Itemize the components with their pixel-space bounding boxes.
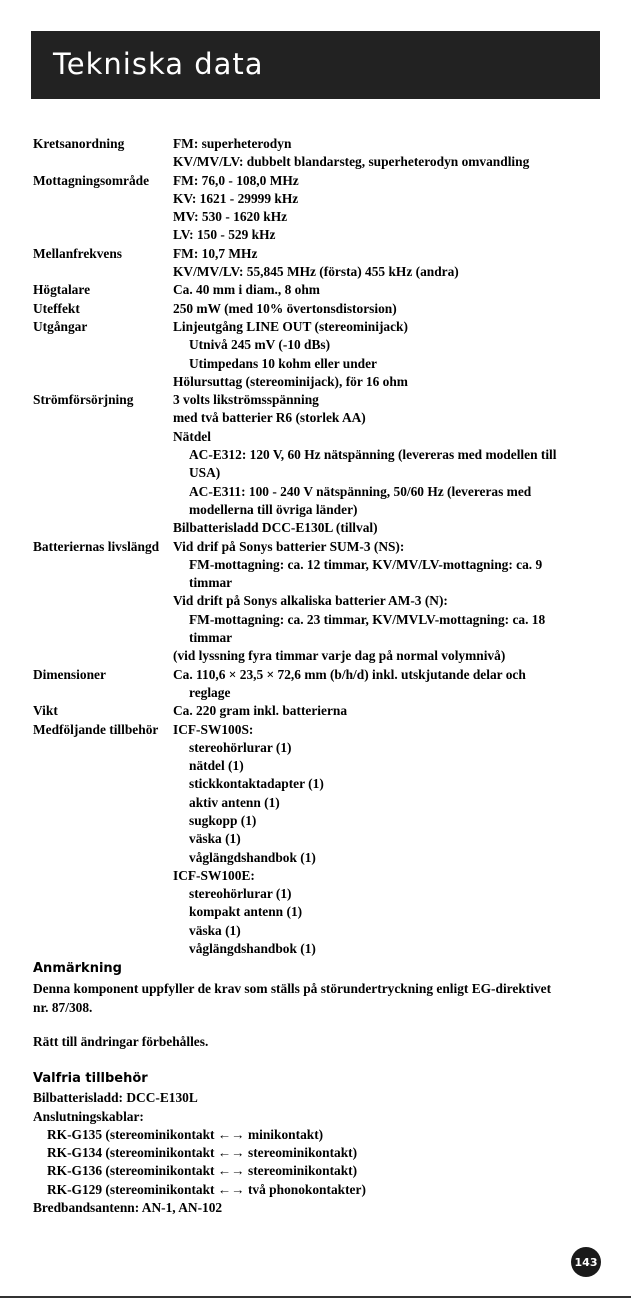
spec-value: MV: 530 - 1620 kHz xyxy=(173,209,288,225)
spec-row xyxy=(33,446,598,464)
spec-value: Bilbatterisladd DCC-E130L (tillval) xyxy=(173,520,378,536)
spec-label xyxy=(33,739,173,757)
spec-row xyxy=(33,391,598,409)
spec-label xyxy=(33,464,173,482)
spec-label: Uteffekt xyxy=(33,300,80,316)
spec-label: Vikt xyxy=(33,703,58,719)
spec-row xyxy=(33,574,598,592)
spec-value: FM: superheterodyn xyxy=(173,136,292,151)
spec-value: (vid lyssning fyra timmar varje dag på normal volymnivå) xyxy=(173,648,506,664)
spec-row xyxy=(33,409,598,427)
spec-label xyxy=(33,867,173,885)
spec-label xyxy=(33,446,173,464)
spec-row xyxy=(33,501,598,519)
spec-label xyxy=(33,190,173,208)
spec-value: LV: 150 - 529 kHz xyxy=(173,227,276,243)
spec-row xyxy=(33,336,598,354)
spec-label xyxy=(33,208,173,226)
spec-label xyxy=(33,940,173,958)
spec-row xyxy=(33,318,598,336)
spec-value: FM: 76,0 - 108,0 MHz xyxy=(173,172,299,188)
spec-label xyxy=(33,153,173,171)
spec-row xyxy=(33,153,598,171)
spec-label: Högtalare xyxy=(33,282,91,298)
spec-value: Vid drif på Sonys batterier SUM-3 (NS): xyxy=(173,538,405,554)
spec-label: Strömförsörjning xyxy=(33,392,134,408)
spec-label xyxy=(33,922,173,940)
spec-row xyxy=(33,519,598,537)
spec-value: timmar xyxy=(189,630,233,646)
spec-value: våglängdshandbok (1) xyxy=(189,849,316,865)
spec-value: reglage xyxy=(189,684,231,700)
spec-row xyxy=(33,666,598,684)
spec-row xyxy=(33,940,598,958)
spec-label xyxy=(33,226,173,244)
spec-label xyxy=(33,794,173,812)
spec-label: Mellanfrekvens xyxy=(33,245,123,261)
spec-label xyxy=(33,611,173,629)
spec-label xyxy=(33,428,173,446)
reservation: Rätt till ändringar förbehålles. xyxy=(33,1034,209,1049)
spec-row xyxy=(33,538,598,556)
spec-value: kompakt antenn (1) xyxy=(189,904,303,920)
spec-value: KV/MV/LV: 55,845 MHz (första) 455 kHz (andra) xyxy=(173,264,459,280)
spec-value: Utimpedans 10 kohm eller under xyxy=(189,355,377,371)
spec-label xyxy=(33,647,173,665)
accessory-line: RK-G136 (stereominikontakt ←→ stereominikontakt) xyxy=(47,1163,358,1179)
accessory-line: Bredbandsantenn: AN-1, AN-102 xyxy=(33,1200,223,1216)
note-line: nr. 87/308. xyxy=(33,999,93,1015)
spec-value: AC-E311: 100 - 240 V nätspänning, 50/60 Hz (levereras med xyxy=(189,483,532,499)
spec-row xyxy=(33,629,598,647)
spec-value: sugkopp (1) xyxy=(189,812,257,828)
note-line: Denna komponent uppfyller de krav som ställs på störundertryckning enligt EG-direktivet xyxy=(33,981,552,997)
spec-row xyxy=(33,611,598,629)
page-number: 143 xyxy=(571,1247,601,1277)
spec-label xyxy=(33,373,173,391)
spec-label xyxy=(33,409,173,427)
spec-label xyxy=(33,885,173,903)
spec-row xyxy=(33,867,598,885)
note-section xyxy=(33,960,598,1017)
spec-row xyxy=(33,226,598,244)
spec-row xyxy=(33,647,598,665)
spec-row xyxy=(33,885,598,903)
spec-row xyxy=(33,245,598,263)
spec-value: KV: 1621 - 29999 kHz xyxy=(173,190,299,206)
spec-row xyxy=(33,373,598,391)
spec-label xyxy=(33,629,173,647)
accessories-title: Valfria tillbehör xyxy=(33,1071,148,1086)
spec-label xyxy=(33,849,173,867)
accessory-line: RK-G135 (stereominikontakt ←→ minikontakt) xyxy=(47,1126,324,1142)
spec-row xyxy=(33,739,598,757)
spec-label xyxy=(33,355,173,373)
spec-label xyxy=(33,757,173,775)
spec-value: USA) xyxy=(189,465,221,481)
spec-row xyxy=(33,794,598,812)
spec-value: Linjeutgång LINE OUT (stereominijack) xyxy=(173,318,408,334)
spec-value: Ca. 110,6 × 23,5 × 72,6 mm (b/h/d) inkl. utskjutande delar och xyxy=(173,666,526,682)
note-title: Anmärkning xyxy=(33,961,122,976)
spec-row xyxy=(33,922,598,940)
spec-label xyxy=(33,336,173,354)
spec-value: FM-mottagning: ca. 23 timmar, KV/MVLV-mottagning: ca. 18 xyxy=(189,611,546,627)
spec-value: Nätdel xyxy=(173,428,211,444)
spec-value: aktiv antenn (1) xyxy=(189,794,280,810)
spec-row xyxy=(33,849,598,867)
page-title: Tekniska data xyxy=(53,47,264,81)
divider xyxy=(0,1296,631,1298)
spec-value: stereohörlurar (1) xyxy=(189,886,292,902)
spec-value: KV/MV/LV: dubbelt blandarsteg, superheterodyn omvandling xyxy=(173,154,530,170)
spec-value: Vid drift på Sonys alkaliska batterier AM-3 (N): xyxy=(173,593,448,609)
spec-label xyxy=(33,830,173,848)
spec-label xyxy=(33,812,173,830)
spec-value: FM-mottagning: ca. 12 timmar, KV/MV/LV-mottagning: ca. 9 xyxy=(189,556,543,572)
spec-label xyxy=(33,775,173,793)
spec-row xyxy=(33,903,598,921)
spec-row xyxy=(33,830,598,848)
spec-value: FM: 10,7 MHz xyxy=(173,245,258,261)
spec-row xyxy=(33,300,598,318)
spec-value: våglängdshandbok (1) xyxy=(189,941,316,957)
spec-label: Dimensioner xyxy=(33,666,106,682)
spec-label: Kretsanordning xyxy=(33,136,125,151)
spec-label xyxy=(33,556,173,574)
spec-label xyxy=(33,903,173,921)
spec-value: Ca. 220 gram inkl. batterierna xyxy=(173,703,348,719)
spec-row xyxy=(33,464,598,482)
spec-row xyxy=(33,355,598,373)
header-bar xyxy=(31,31,600,99)
spec-row xyxy=(33,684,598,702)
spec-value: 3 volts likströmsspänning xyxy=(173,392,319,408)
spec-label xyxy=(33,483,173,501)
spec-row xyxy=(33,135,598,153)
accessory-line: Bilbatterisladd: DCC-E130L xyxy=(33,1090,198,1106)
accessory-line: RK-G129 (stereominikontakt ←→ två phonokontakter) xyxy=(47,1181,366,1197)
spec-label xyxy=(33,263,173,281)
spec-row xyxy=(33,592,598,610)
spec-row xyxy=(33,721,598,739)
spec-row xyxy=(33,190,598,208)
spec-value: med två batterier R6 (storlek AA) xyxy=(173,410,366,426)
spec-value: väska (1) xyxy=(189,922,241,938)
spec-row xyxy=(33,757,598,775)
spec-row xyxy=(33,172,598,190)
spec-value: Ca. 40 mm i diam., 8 ohm xyxy=(173,282,320,298)
spec-row xyxy=(33,483,598,501)
spec-row xyxy=(33,263,598,281)
spec-label xyxy=(33,684,173,702)
spec-value: ICF-SW100S: xyxy=(173,721,254,737)
spec-value: stickkontaktadapter (1) xyxy=(189,776,324,792)
spec-value: Hölursuttag (stereominijack), för 16 ohm xyxy=(173,373,408,389)
spec-value: timmar xyxy=(189,575,233,591)
spec-row xyxy=(33,812,598,830)
spec-label: Batteriernas livslängd xyxy=(33,538,160,554)
accessory-line: Anslutningskablar: xyxy=(33,1108,144,1124)
spec-label xyxy=(33,519,173,537)
spec-label xyxy=(33,501,173,519)
spec-row xyxy=(33,702,598,720)
spec-label: Mottagningsområde xyxy=(33,172,150,188)
spec-table xyxy=(33,135,598,958)
spec-value: AC-E312: 120 V, 60 Hz nätspänning (levereras med modellen till xyxy=(189,447,557,463)
spec-value: Utnivå 245 mV (-10 dBs) xyxy=(189,337,331,353)
accessories-section xyxy=(33,1070,598,1217)
spec-row xyxy=(33,281,598,299)
spec-value: nätdel (1) xyxy=(189,758,244,774)
spec-value: modellerna till övriga länder) xyxy=(189,501,358,517)
spec-row xyxy=(33,208,598,226)
spec-value: ICF-SW100E: xyxy=(173,867,255,883)
spec-value: 250 mW (med 10% övertonsdistorsion) xyxy=(173,300,397,316)
accessory-line: RK-G134 (stereominikontakt ←→ stereominikontakt) xyxy=(47,1145,358,1161)
spec-value: stereohörlurar (1) xyxy=(189,739,292,755)
spec-label xyxy=(33,574,173,592)
spec-value: väska (1) xyxy=(189,831,241,847)
spec-row xyxy=(33,428,598,446)
spec-row xyxy=(33,556,598,574)
spec-label: Medföljande tillbehör xyxy=(33,721,159,737)
spec-row xyxy=(33,775,598,793)
spec-label xyxy=(33,592,173,610)
spec-label: Utgångar xyxy=(33,318,88,334)
